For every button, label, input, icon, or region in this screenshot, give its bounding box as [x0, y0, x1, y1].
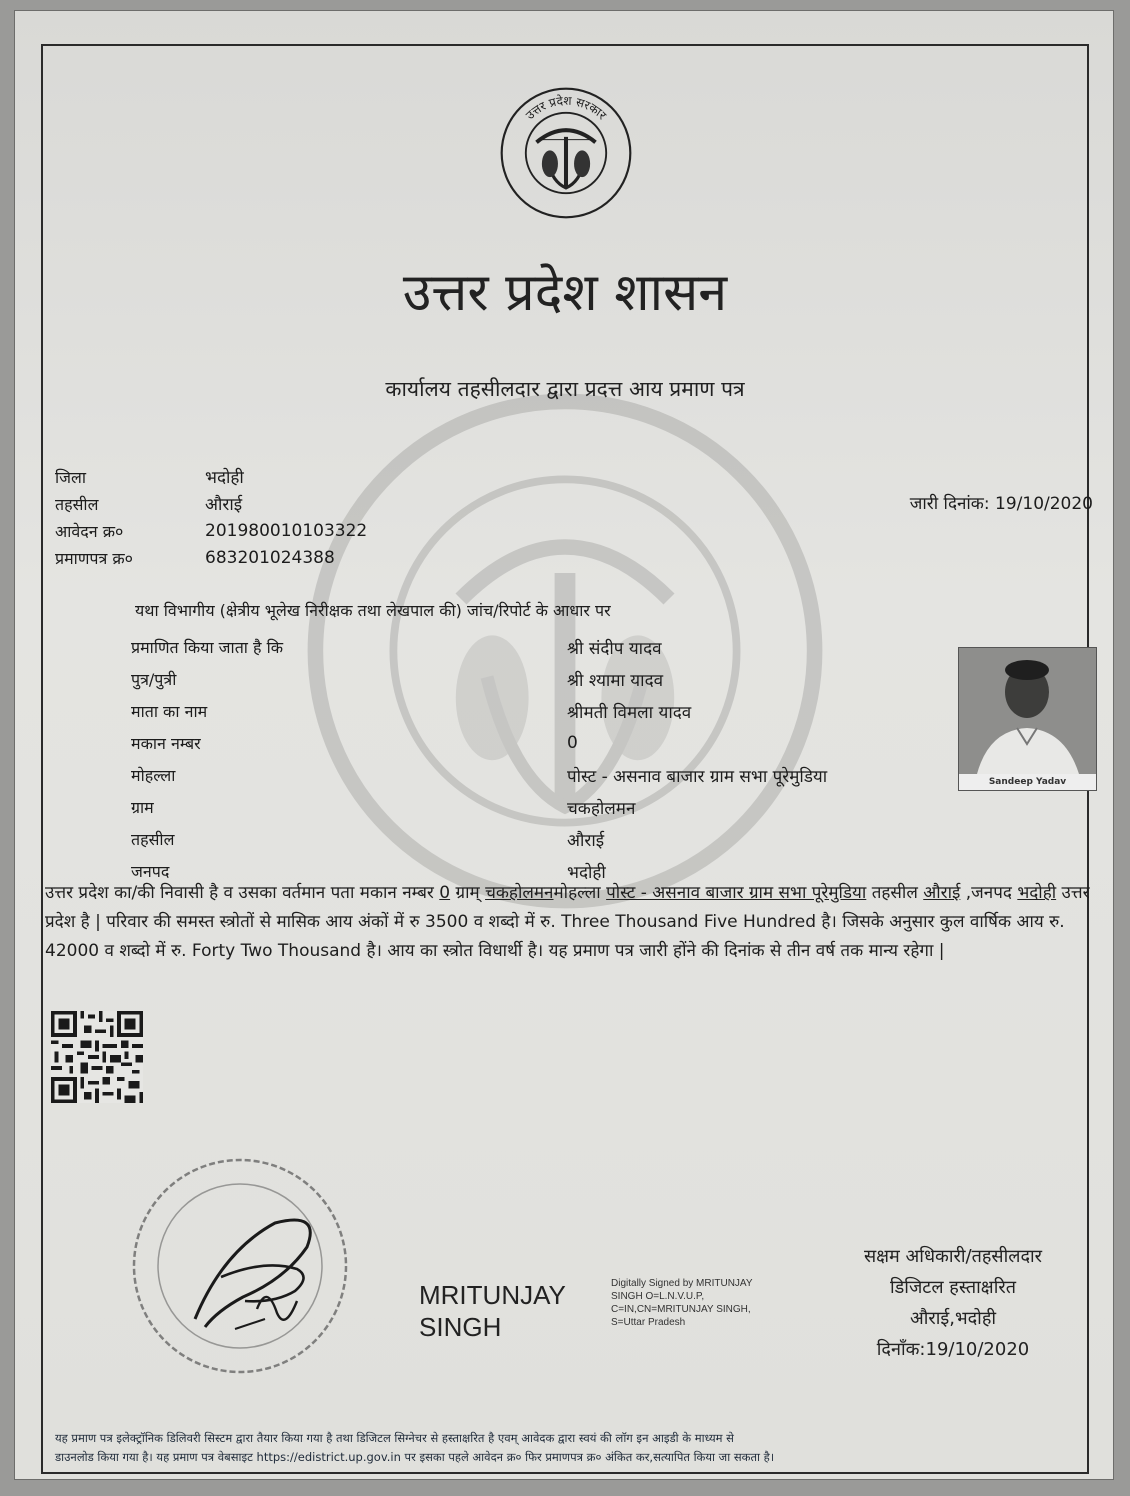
person-photo-icon — [959, 648, 1096, 774]
detail-label: ग्राम — [131, 798, 154, 817]
qr-code-icon — [51, 1011, 143, 1103]
up-government-emblem-icon — [499, 86, 633, 220]
detail-value: 0 — [567, 733, 578, 753]
body-text-segment: मोहल्ला — [553, 883, 607, 903]
officer-date: दिनाँक:19/10/2020 — [876, 1339, 1030, 1360]
detail-value: श्री संदीप यादव — [567, 638, 662, 659]
body-text-segment: तहसील — [866, 883, 924, 903]
application-number: 201980010103322 — [205, 520, 368, 541]
signer-last-name: SINGH — [419, 1312, 502, 1342]
applicant-photo — [958, 647, 1097, 791]
meta-label: प्रमाणपत्र क्र० — [55, 548, 133, 568]
detail-label: पुत्र/पुत्री — [131, 670, 177, 689]
certificate-body-text — [45, 879, 1097, 966]
digital-signature-details — [611, 1277, 821, 1329]
detail-value: भदोही — [567, 862, 606, 883]
signer-first-name: MRITUNJAY — [419, 1280, 566, 1310]
officer-designation: सक्षम अधिकारी/तहसीलदार — [863, 1246, 1043, 1267]
detail-label: तहसील — [131, 830, 175, 849]
detail-row — [131, 727, 827, 759]
detail-value: श्रीमती विमला यादव — [567, 702, 692, 723]
signature-detail-line: S=Uttar Pradesh — [611, 1317, 686, 1328]
issue-date-value: 19/10/2020 — [995, 494, 1093, 514]
meta-label: आवेदन क्र० — [55, 521, 124, 541]
officer-signature-note: डिजिटल हस्ताक्षरित — [890, 1277, 1016, 1298]
meta-value: औराई — [205, 495, 243, 515]
detail-label: जनपद — [131, 862, 170, 881]
meta-label: तहसील — [55, 494, 99, 514]
detail-row — [131, 759, 827, 791]
meta-label: जिला — [55, 467, 87, 487]
footer-line: डाउनलोड किया गया है। यह प्रमाण पत्र वेबसाइट https://edistrict.up.gov.in पर इसका पहले आवेदन क्र० फिर प्रमाणपत्र क्र० अंकित कर,सत्यापित किया जा सकता है। — [55, 1450, 775, 1464]
signature-detail-line: SINGH O=L.N.V.U.P, — [611, 1291, 705, 1302]
issue-date — [910, 491, 1093, 514]
detail-row — [131, 663, 827, 695]
page-title: उत्तर प्रदेश शासन — [402, 263, 728, 323]
detail-row — [131, 791, 827, 823]
detail-row — [131, 823, 827, 855]
certificate-page — [14, 10, 1114, 1480]
photo-caption: Sandeep Yadav — [959, 774, 1096, 790]
detail-row — [131, 695, 827, 727]
officer-location: औराई,भदोही — [909, 1308, 997, 1329]
meta-row-district — [55, 463, 367, 490]
signature-detail-line: C=IN,CN=MRITUNJAY SINGH, — [611, 1304, 751, 1315]
body-text-segment: उत्तर प्रदेश है | परिवार की समस्त स्त्रोतों से मासिक आय अंकों में रु 3500 व शब्दो में रु. Three Thousand Five Hundred है। जिसके अनुसार कुल वार्षिक आय रु. 42000 व शब्दो में रु. Forty Two Thousand है। आय का स्त्रोत विधार्थी है। यह प्रमाण पत्र जारी होंने की दिनांक से तीन वर्ष तक मान्य रहेगा | — [45, 883, 1090, 961]
body-text-segment: ,जनपद — [960, 883, 1018, 903]
signature-detail-line: Digitally Signed by MRITUNJAY — [611, 1278, 753, 1289]
detail-value: श्री श्यामा यादव — [567, 670, 664, 691]
body-text-segment: उत्तर प्रदेश का/की निवासी है व उसका वर्तमान पता मकान नम्बर — [45, 883, 440, 903]
svg-text:उत्तर प्रदेश सरकार — [523, 94, 610, 123]
detail-value: पोस्ट - असनाव बाजार ग्राम सभा पूरेमुडिया — [567, 766, 828, 787]
issue-date-label: जारी दिनांक: — [909, 494, 990, 514]
detail-value: चकहोलमन — [567, 798, 636, 819]
certificate-number: 683201024388 — [205, 547, 335, 568]
intro-text: यथा विभागीय (क्षेत्रीय भूलेख निरीक्षक तथा लेखपाल की) जांच/रिपोर्ट के आधार पर — [135, 601, 611, 620]
body-district: भदोही — [1017, 883, 1057, 903]
detail-label: माता का नाम — [131, 702, 208, 721]
detail-value: औराई — [567, 830, 605, 851]
body-house-number: 0 — [439, 883, 451, 903]
body-text-segment: ग्राम् — [450, 883, 486, 903]
footer-line: यह प्रमाण पत्र इलेक्ट्रॉनिक डिलिवरी सिस्टम द्वारा तैयार किया गया है तथा डिजिटल सिग्नेचर से हस्ताक्षरित है एवम् आवेदक द्वारा स्वयं की लॉग इन आइडी के माध्यम से — [55, 1431, 734, 1445]
meta-row-application — [55, 517, 367, 544]
detail-label: प्रमाणित किया जाता है कि — [131, 638, 284, 657]
digital-signer-name — [419, 1279, 566, 1343]
meta-row-certificate — [55, 544, 367, 571]
detail-row — [131, 631, 827, 663]
certificate-subtitle: कार्यालय तहसीलदार द्वारा प्रदत्त आय प्रमाण पत्र — [385, 377, 745, 401]
issuing-officer-block — [823, 1241, 1083, 1365]
meta-value: भदोही — [205, 468, 244, 488]
certificate-meta — [55, 463, 367, 571]
detail-label: मोहल्ला — [131, 766, 176, 785]
body-village: चकहोलमन — [485, 883, 554, 903]
meta-row-tehsil — [55, 490, 367, 517]
emblem-arc-text: उत्तर प्रदेश सरकार — [522, 93, 610, 123]
body-locality: पोस्ट - असनाव बाजार ग्राम सभा पूरेमुडिया — [606, 883, 867, 903]
body-tehsil: औराई — [923, 883, 961, 903]
official-seal-stamp — [125, 1151, 355, 1381]
details-table — [131, 631, 827, 887]
detail-label: मकान नम्बर — [131, 734, 201, 753]
verification-footer — [55, 1429, 1085, 1467]
